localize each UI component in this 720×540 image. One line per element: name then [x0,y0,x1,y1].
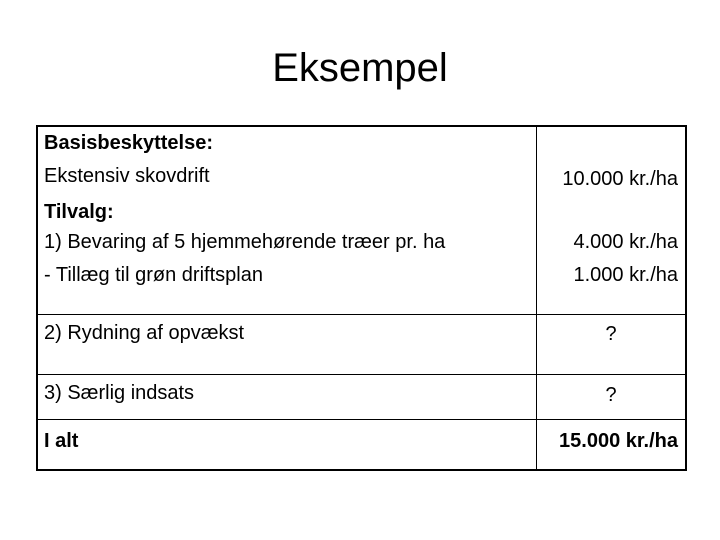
row-label-bevaring: 1) Bevaring af 5 hjemmehørende træer pr. ha [44,231,446,253]
row-label-saerlig: 3) Særlig indsats [44,382,195,404]
row-value-ekstensiv: 10.000 kr./ha [562,168,678,190]
column-divider [536,127,537,469]
row-divider [38,314,685,315]
section-heading-basis: Basisbeskyttelse: [44,132,213,154]
row-value-tillaeg: 1.000 kr./ha [573,264,678,286]
row-value-rydning: ? [605,323,617,345]
row-label-ekstensiv: Ekstensiv skovdrift [44,165,210,187]
total-value: 15.000 kr./ha [559,430,678,452]
row-value-bevaring: 4.000 kr./ha [573,231,678,253]
section-heading-tilvalg: Tilvalg: [44,201,114,223]
cost-table [36,125,687,471]
total-label: I alt [44,430,79,452]
row-divider [38,374,685,375]
row-divider [38,419,685,420]
row-label-tillaeg: - Tillæg til grøn driftsplan [44,264,263,286]
slide-title: Eksempel [272,46,448,90]
row-value-saerlig: ? [605,384,617,406]
row-label-rydning: 2) Rydning af opvækst [44,322,245,344]
